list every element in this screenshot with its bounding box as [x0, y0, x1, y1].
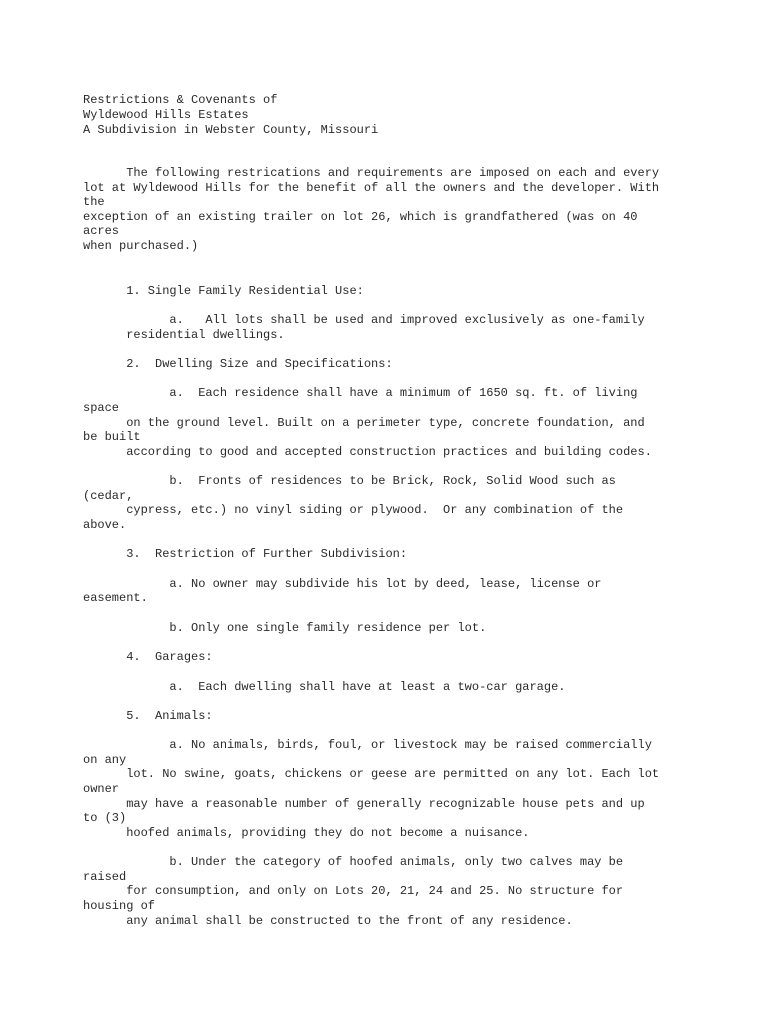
intro-line: exception of an existing trailer on lot 26, which is grandfathered (was on 40	[83, 210, 638, 224]
section-5b-line: any animal shall be constructed to the front of any residence.	[83, 914, 573, 928]
section-5a-line: a. No animals, birds, foul, or livestock may be raised commercially	[83, 738, 652, 752]
title-line-1: Restrictions & Covenants of	[83, 93, 278, 107]
section-2b-line: cypress, etc.) no vinyl siding or plywood. Or any combination of the	[83, 503, 624, 517]
section-5b-line: raised	[83, 870, 127, 884]
section-5b-line: housing of	[83, 899, 156, 913]
section-3-heading: 3. Restriction of Further Subdivision:	[83, 547, 408, 561]
section-5a-line: owner	[83, 782, 120, 796]
section-2-heading: 2. Dwelling Size and Specifications:	[83, 357, 393, 371]
intro-line: acres	[83, 224, 120, 238]
section-5a-line: on any	[83, 753, 127, 767]
section-5b-line: for consumption, and only on Lots 20, 21, 24 and 25. No structure for	[83, 884, 624, 898]
section-2a-line: a. Each residence shall have a minimum of 1650 sq. ft. of living	[83, 386, 638, 400]
section-2b-line: (cedar,	[83, 489, 134, 503]
intro-line: the	[83, 195, 105, 209]
section-2a-line: according to good and accepted construction practices and building codes.	[83, 445, 652, 459]
intro-line: when purchased.)	[83, 239, 199, 253]
intro-line: The following restrications and requirements are imposed on each and every	[83, 166, 660, 180]
section-5a-line: may have a reasonable number of generally recognizable house pets and up	[83, 797, 645, 811]
section-2b-line: above.	[83, 518, 127, 532]
section-2a-line: on the ground level. Built on a perimeter type, concrete foundation, and	[83, 416, 645, 430]
section-5a-line: hoofed animals, providing they do not become a nuisance.	[83, 826, 530, 840]
intro-line: lot at Wyldewood Hills for the benefit of all the owners and the developer. With	[83, 181, 660, 195]
section-1-heading: 1. Single Family Residential Use:	[83, 284, 364, 298]
section-1a-line: a. All lots shall be used and improved exclusively as one-family	[83, 313, 645, 327]
title-line-2: Wyldewood Hills Estates	[83, 108, 249, 122]
section-2a-line: space	[83, 401, 120, 415]
section-3a-line: easement.	[83, 591, 148, 605]
section-2b-line: b. Fronts of residences to be Brick, Rock, Solid Wood such as	[83, 474, 616, 488]
section-4a-line: a. Each dwelling shall have at least a two-car garage.	[83, 680, 566, 694]
section-2a-line: be built	[83, 430, 141, 444]
section-5b-line: b. Under the category of hoofed animals, only two calves may be	[83, 855, 624, 869]
section-5a-line: lot. No swine, goats, chickens or geese are permitted on any lot. Each lot	[83, 767, 660, 781]
section-3a-line: a. No owner may subdivide his lot by deed, lease, license or	[83, 577, 602, 591]
section-5a-line: to (3)	[83, 811, 127, 825]
title-line-3: A Subdivision in Webster County, Missouri	[83, 123, 379, 137]
section-1a-line: residential dwellings.	[83, 328, 285, 342]
section-5-heading: 5. Animals:	[83, 709, 213, 723]
section-3b-line: b. Only one single family residence per lot.	[83, 621, 487, 635]
section-4-heading: 4. Garages:	[83, 650, 213, 664]
